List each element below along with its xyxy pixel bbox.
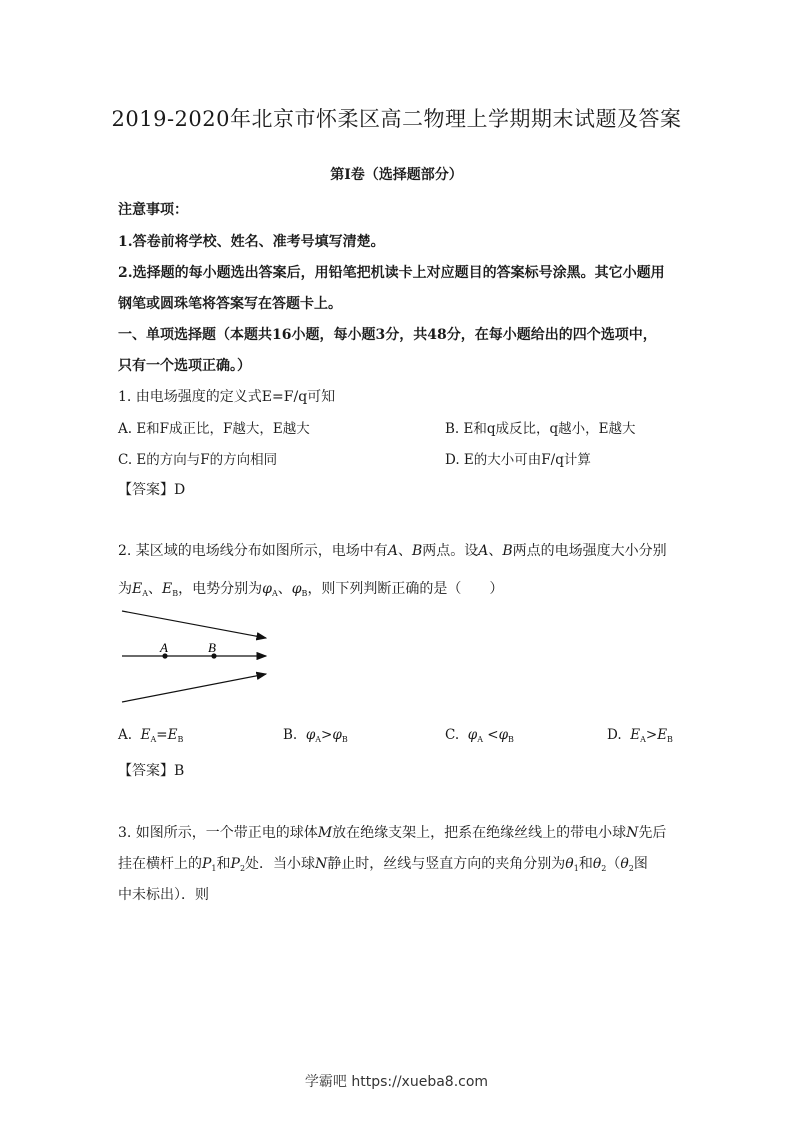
notes-item-2-line-1: 2.选择题的每小题选出答案后，用铅笔把机读卡上对应题目的答案标号涂黑。其它小题用 — [118, 265, 665, 281]
q3-stem-line-1: 3. 如图所示，一个带正电的球体M放在绝缘支架上，把系在绝缘丝线上的带电小球N先后 — [118, 825, 667, 841]
q2-option-a: A. $E_A=E_B$ — [118, 727, 184, 744]
electric-field-diagram — [118, 605, 278, 710]
q1-option-a: A. E和F成正比，F越大，E越大 — [118, 421, 310, 437]
field-line-lower — [122, 674, 266, 702]
q2-answer: 【答案】B — [118, 763, 185, 779]
notes-heading: 注意事项： — [118, 202, 188, 218]
q1-stem: 1. 由电场强度的定义式E=F/q可知 — [118, 389, 336, 405]
section-heading: 第Ⅰ卷（选择题部分） — [330, 167, 463, 183]
part1-heading-line-2: 只有一个选项正确。） — [118, 358, 251, 374]
point-b-label: B — [208, 640, 216, 655]
q1-option-d: D. E的大小可由F/q计算 — [445, 452, 591, 468]
q2-stem-line-1: 2. 某区域的电场线分布如图所示，电场中有A、B两点。设A、B两点的电场强度大小分别 — [118, 543, 667, 559]
q1-answer: 【答案】D — [118, 482, 186, 498]
document-title: 2019-2020年北京市怀柔区高二物理上学期期末试题及答案 — [111, 107, 682, 131]
part1-heading-line-1: 一、单项选择题（本题共16小题，每小题3分，共48分，在每小题给出的四个选项中， — [118, 327, 657, 343]
q3-stem-line-3: 中未标出）．则 — [118, 887, 209, 903]
q2-option-d: D. $E_A>E_B$ — [607, 727, 673, 744]
q1-option-b: B. E和q成反比，q越小，E越大 — [445, 421, 636, 437]
q3-stem-line-2: 挂在横杆上的$P_1$和$P_2$处．当小球N静止时，丝线与竖直方向的夹角分别为$\theta_1$和$\theta_2(\theta_2$图 — [118, 856, 648, 873]
notes-item-2-line-2: 钢笔或圆珠笔将答案写在答题卡上。 — [118, 296, 342, 312]
field-line-upper — [122, 611, 266, 638]
point-a-label: A — [160, 640, 168, 655]
footer-watermark: 学霸吧 https://xueba8.com — [304, 1074, 489, 1090]
q2-option-b: B. $\varphi_A>\varphi_B$ — [283, 727, 348, 744]
q2-stem-line-2: 为$E_A$、$E_B$，电势分别为$\varphi_A$、$\varphi_B$，则下列判断正确的是（ ） — [118, 581, 504, 598]
q1-option-c: C. E的方向与F的方向相同 — [118, 452, 278, 468]
q2-option-c: C. $\varphi_A <\varphi_B$ — [445, 727, 514, 744]
notes-item-1: 1.答卷前将学校、姓名、准考号填写清楚。 — [118, 234, 385, 250]
